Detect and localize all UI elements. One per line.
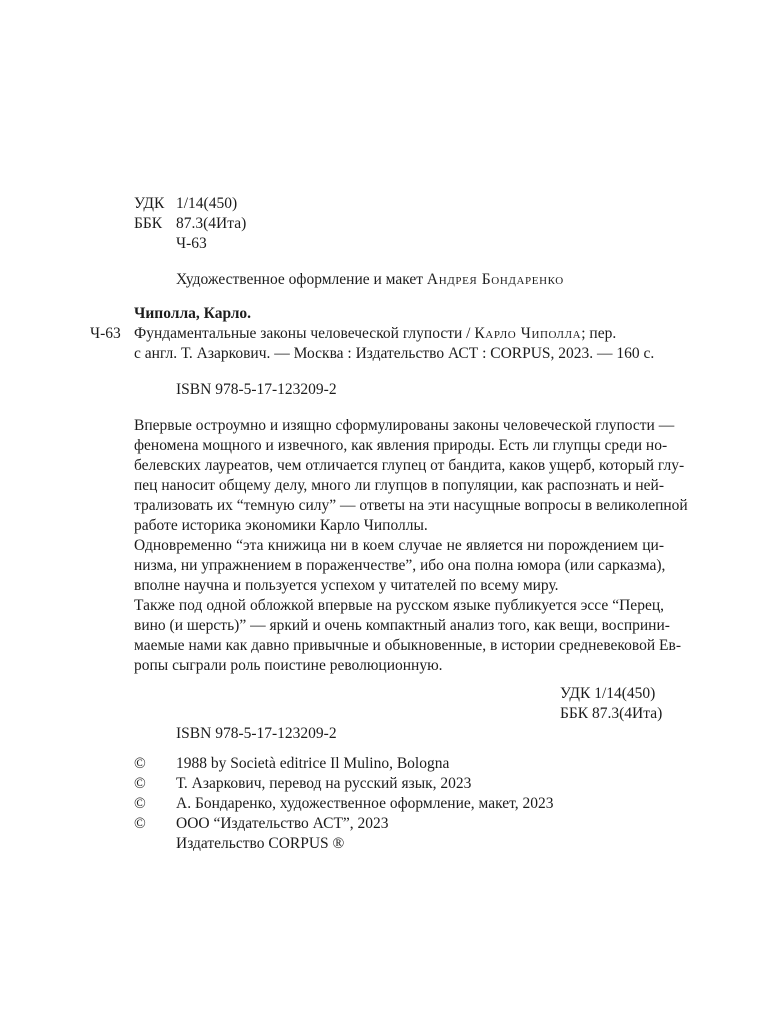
isbn-bottom: ISBN 978-5-17-123209-2	[176, 725, 337, 742]
copyright-line: А. Бондаренко, художественное оформление, макет, 2023	[176, 795, 554, 812]
design-credit	[176, 270, 564, 290]
udk-value: 1/14(450)	[176, 195, 238, 212]
translator-prefix: ; пер.	[581, 325, 617, 342]
udk-right: УДК 1/14(450)	[560, 685, 656, 702]
bbk-value: 87.3(4Ита)	[176, 215, 247, 232]
book-author: Карло Чиполла	[474, 325, 582, 342]
copyright-line: Т. Азаркович, перевод на русский язык, 2023	[176, 775, 472, 792]
annotation-line: низма, ни упражнением в пораженчестве”, ибо она полна юмора (или сарказма),	[134, 557, 666, 574]
annotation-line: феномена мощного и извечного, как явления природы. Есть ли глупцы среди но-	[134, 437, 668, 454]
annotation-line: пец наносит общему делу, много ли глупцов в популяции, как распознать и ней-	[134, 477, 664, 494]
design-credit-text: Художественное оформление и макет	[176, 271, 424, 288]
annotation-line: Также под одной обложкой впервые на русском языке публикуется эссе “Перец,	[134, 597, 664, 614]
annotation-line: Впервые остроумно и изящно сформулированы законы человеческой глупости —	[134, 417, 675, 434]
copyright-symbol: ©	[134, 775, 146, 792]
annotation-line: ропы сыграли роль поистине революционную.	[134, 657, 443, 674]
design-credit-name: Андрея Бондаренко	[426, 271, 564, 288]
annotation-line: работе историка экономики Карло Чиполлы.	[134, 517, 428, 534]
annotation-line: белевских лауреатов, чем отличается глупец от бандита, каков ущерб, который глу-	[134, 457, 685, 474]
copyright-symbol: ©	[134, 815, 146, 832]
copyright-line: 1988 by Società editrice Il Mulino, Bologna	[176, 755, 450, 772]
annotation-line: вино (и шерсть)” — яркий и очень компактный анализ того, как вещи, восприни-	[134, 617, 670, 634]
annotation-line: маемые нами как давно привычные и обыкновенные, в истории средневековой Ев-	[134, 637, 681, 654]
copyright-line: ООО “Издательство АСТ”, 2023	[176, 815, 389, 832]
copyright-symbol: ©	[134, 755, 146, 772]
side-author-mark: Ч-63	[90, 325, 121, 342]
bibliographic-line-2: с англ. Т. Азаркович. — Москва : Издательство АСТ : CORPUS, 2023. — 160 с.	[134, 345, 655, 362]
copyright-symbol: ©	[134, 795, 146, 812]
bibliographic-line-1	[134, 324, 616, 344]
annotation-line: вполне научна и пользуется успехом у читателей по всему миру.	[134, 577, 559, 594]
udk-label: УДК	[134, 195, 165, 212]
publisher-imprint: Издательство CORPUS ®	[176, 835, 345, 852]
author-heading: Чиполла, Карло.	[134, 305, 252, 322]
isbn-top: ISBN 978-5-17-123209-2	[176, 381, 337, 398]
bbk-label: ББК	[134, 215, 163, 232]
book-title: Фундаментальные законы человеческой глупости /	[134, 325, 471, 342]
annotation	[134, 416, 688, 676]
annotation-line: трализовать их “темную силу” — ответы на эти насущные вопросы в великолепной	[134, 497, 688, 514]
bbk-right: ББК 87.3(4Ита)	[560, 705, 663, 722]
author-mark: Ч-63	[176, 235, 207, 252]
annotation-line: Одновременно “эта книжица ни в коем случае не является ни порождением ци-	[134, 537, 664, 554]
